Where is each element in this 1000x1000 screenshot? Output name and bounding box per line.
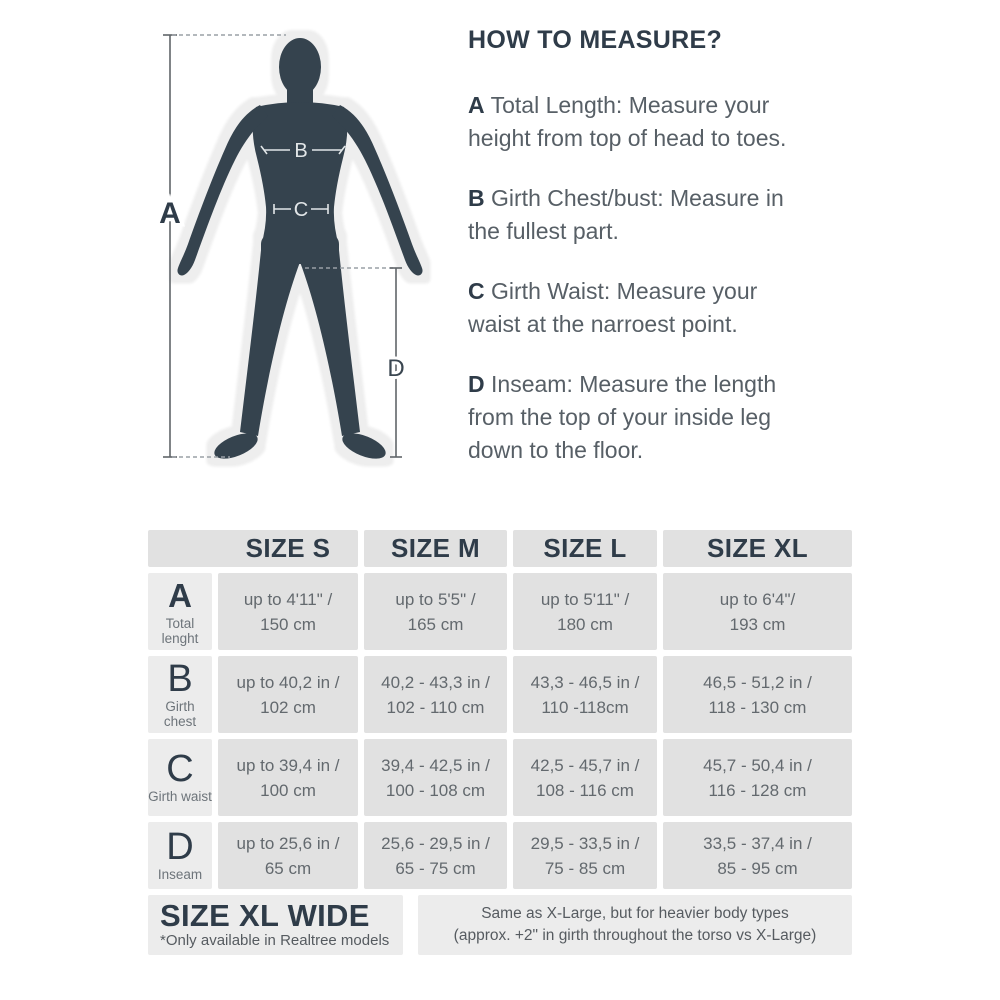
cell-girth-chest-m: 40,2 - 43,3 in / 102 - 110 cm <box>364 656 507 733</box>
cell-girth-chest-l: 43,3 - 46,5 in / 110 -118cm <box>513 656 657 733</box>
table-header-size-s: SIZE S <box>148 530 358 567</box>
measure-line-a <box>163 35 177 457</box>
cell-inseam-l: 29,5 - 33,5 in / 75 - 85 cm <box>513 822 657 889</box>
desc-letter-a: A <box>468 92 485 118</box>
cell-total-length-xl: up to 6'4"/ 193 cm <box>663 573 852 650</box>
size-xl-wide-label <box>148 895 403 955</box>
measure-label-d: D <box>387 355 405 382</box>
how-to-measure-section <box>468 26 868 494</box>
cell-inseam-xl: 33,5 - 37,4 in / 85 - 95 cm <box>663 822 852 889</box>
desc-letter-d: D <box>468 371 485 397</box>
cell-girth-waist-s: up to 39,4 in / 100 cm <box>218 739 358 816</box>
measure-desc-b: B Girth Chest/bust: Measure in the fullest part. <box>468 185 784 244</box>
measure-label-b: B <box>294 140 308 162</box>
cell-girth-chest-s: up to 40,2 in / 102 cm <box>218 656 358 733</box>
cell-girth-waist-xl: 45,7 - 50,4 in / 116 - 128 cm <box>663 739 852 816</box>
row-label-total-length: A Total lenght <box>148 573 212 650</box>
body-silhouette-diagram <box>150 10 450 480</box>
measurement-figure <box>150 10 450 480</box>
body-silhouette <box>177 38 422 464</box>
cell-girth-waist-l: 42,5 - 45,7 in / 108 - 116 cm <box>513 739 657 816</box>
size-xl-wide-description: Same as X-Large, but for heavier body types (approx. +2" in girth throughout the torso vs X-Large) <box>418 895 852 955</box>
desc-letter-c: C <box>468 278 485 304</box>
cell-inseam-m: 25,6 - 29,5 in / 65 - 75 cm <box>364 822 507 889</box>
cell-total-length-l: up to 5'11" / 180 cm <box>513 573 657 650</box>
size-xl-wide-title: SIZE XL WIDE <box>160 898 370 933</box>
cell-girth-chest-xl: 46,5 - 51,2 in / 118 - 130 cm <box>663 656 852 733</box>
measure-desc-a: A Total Length: Measure your height from top of head to toes. <box>468 92 787 151</box>
table-header-size-m: SIZE M <box>364 530 507 567</box>
measure-label-c: C <box>293 199 309 221</box>
size-table <box>148 530 852 889</box>
size-xl-wide-row <box>148 895 852 955</box>
row-label-girth-waist: C Girth waist <box>148 739 212 816</box>
cell-inseam-s: up to 25,6 in / 65 cm <box>218 822 358 889</box>
desc-letter-b: B <box>468 185 485 211</box>
measure-label-a: A <box>159 197 181 230</box>
cell-total-length-s: up to 4'11" / 150 cm <box>218 573 358 650</box>
row-label-inseam: D Inseam <box>148 822 212 889</box>
size-xl-wide-note: *Only available in Realtree models <box>160 932 390 949</box>
measure-desc-d: D Inseam: Measure the length from the top of your inside leg down to the floor. <box>468 371 777 463</box>
table-header-size-xl: SIZE XL <box>663 530 852 567</box>
how-to-measure-title: HOW TO MEASURE? <box>468 26 723 54</box>
cell-total-length-m: up to 5'5" / 165 cm <box>364 573 507 650</box>
table-header-size-l: SIZE L <box>513 530 657 567</box>
row-label-girth-chest: B Girth chest <box>148 656 212 733</box>
measure-desc-c: C Girth Waist: Measure your waist at the narroest point. <box>468 278 758 337</box>
cell-girth-waist-m: 39,4 - 42,5 in / 100 - 108 cm <box>364 739 507 816</box>
